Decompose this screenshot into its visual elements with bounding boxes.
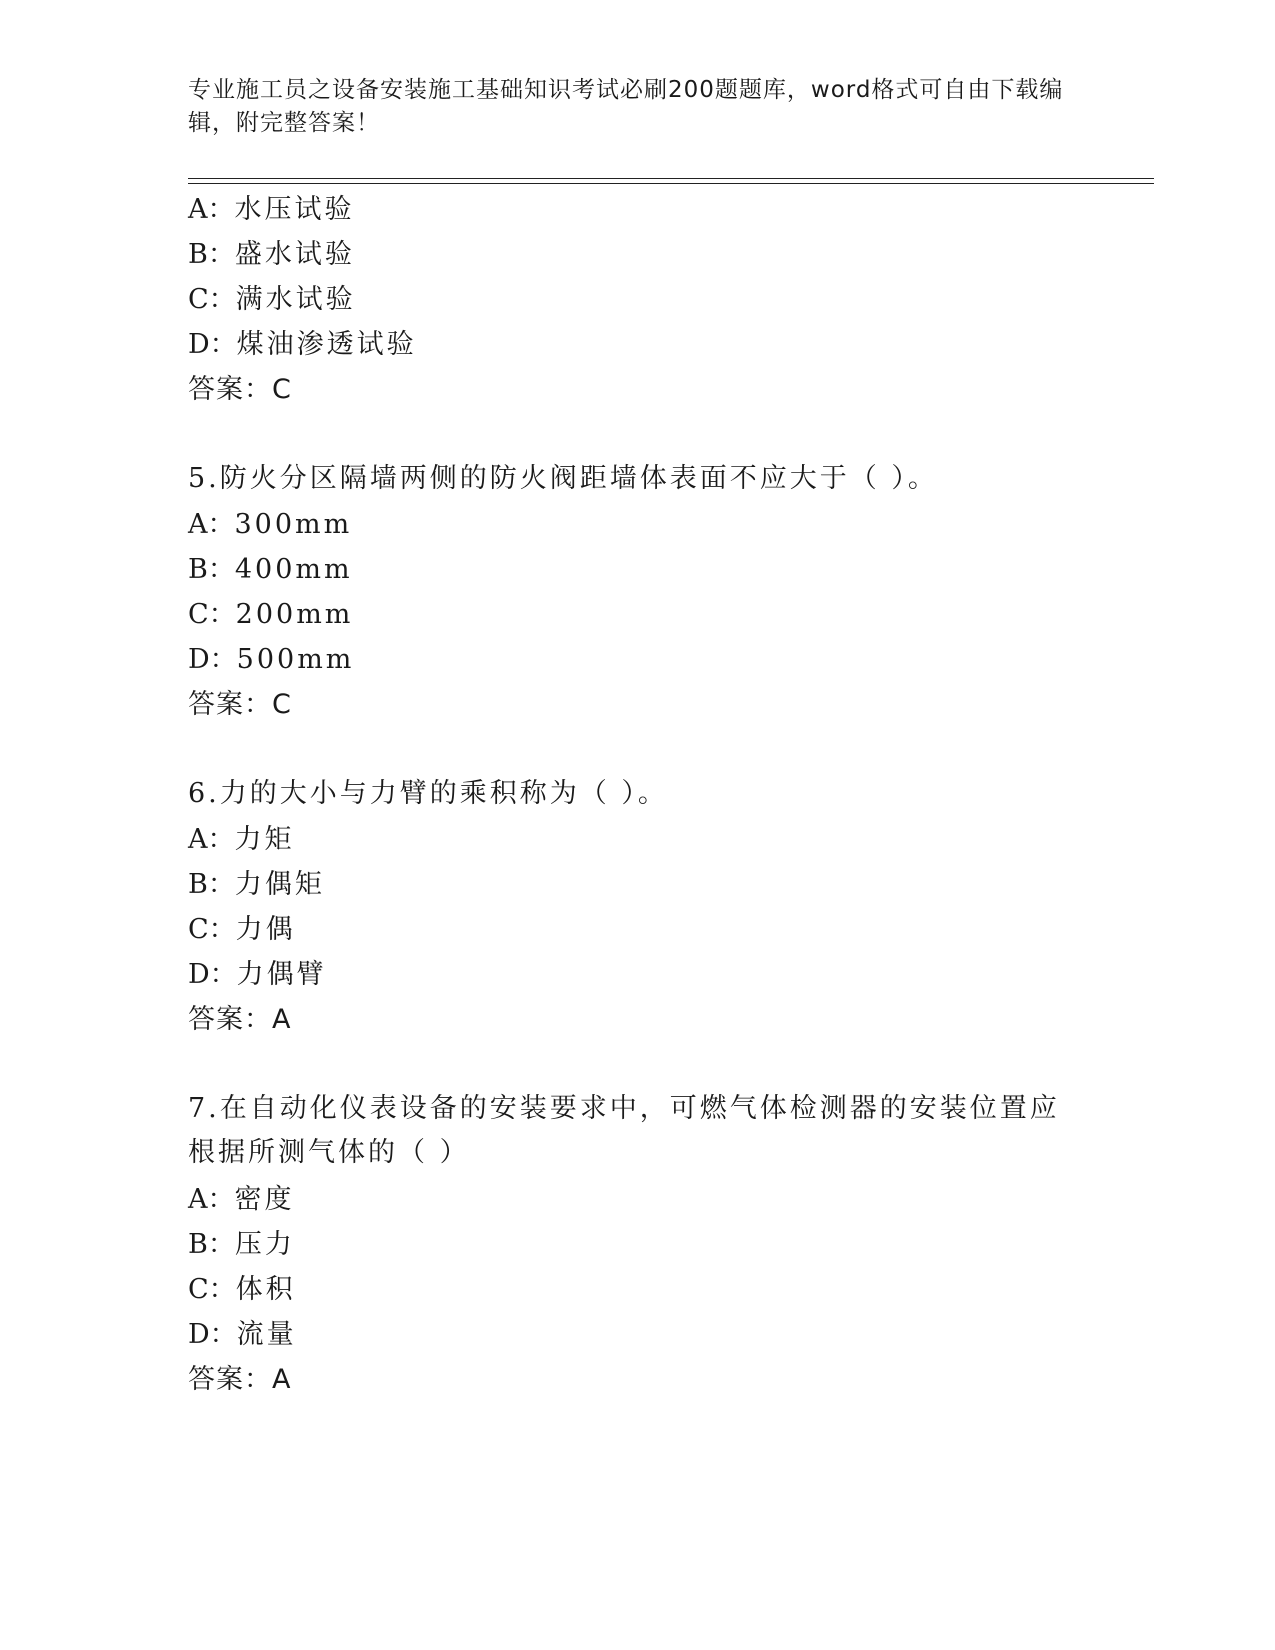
q5-option-d: D：500mm: [188, 644, 355, 675]
q6-answer: 答案：A: [188, 1004, 292, 1035]
q7-option-c: C：体积: [188, 1274, 296, 1305]
q6-option-c: C：力偶: [188, 914, 296, 945]
q5-option-c: C：200mm: [188, 599, 354, 630]
q7-answer: 答案：A: [188, 1364, 292, 1395]
q7-option-b: B：压力: [188, 1229, 295, 1260]
q4-option-b: B：盛水试验: [188, 239, 355, 270]
q4-option-c: C：满水试验: [188, 284, 356, 315]
q6-option-b: B：力偶矩: [188, 869, 325, 900]
document-header: 专业施工员之设备安装施工基础知识考试必刷200题题库，word格式可自由下载编辑，附完整答案！: [188, 77, 1064, 136]
q7-option-d: D：流量: [188, 1319, 297, 1350]
q7-question: 7.在自动化仪表设备的安装要求中，可燃气体检测器的安装位置应根据所测气体的（ ）: [188, 1093, 1060, 1168]
header-divider-bottom: [188, 183, 1154, 184]
q4-option-d: D：煤油渗透试验: [188, 329, 417, 360]
q6-question: 6.力的大小与力臂的乘积称为（ ）。: [188, 778, 668, 809]
q4-answer: 答案：C: [188, 374, 292, 405]
q7-option-a: A：密度: [188, 1184, 295, 1215]
q5-option-a: A：300mm: [188, 509, 353, 540]
q5-answer: 答案：C: [188, 689, 292, 720]
header-divider-top: [188, 178, 1154, 179]
q5-option-b: B：400mm: [188, 554, 353, 585]
q4-option-a: A：水压试验: [188, 194, 355, 225]
q6-option-a: A：力矩: [188, 824, 295, 855]
q6-option-d: D：力偶臂: [188, 959, 327, 990]
q5-question: 5.防火分区隔墙两侧的防火阀距墙体表面不应大于（ ）。: [188, 463, 938, 494]
